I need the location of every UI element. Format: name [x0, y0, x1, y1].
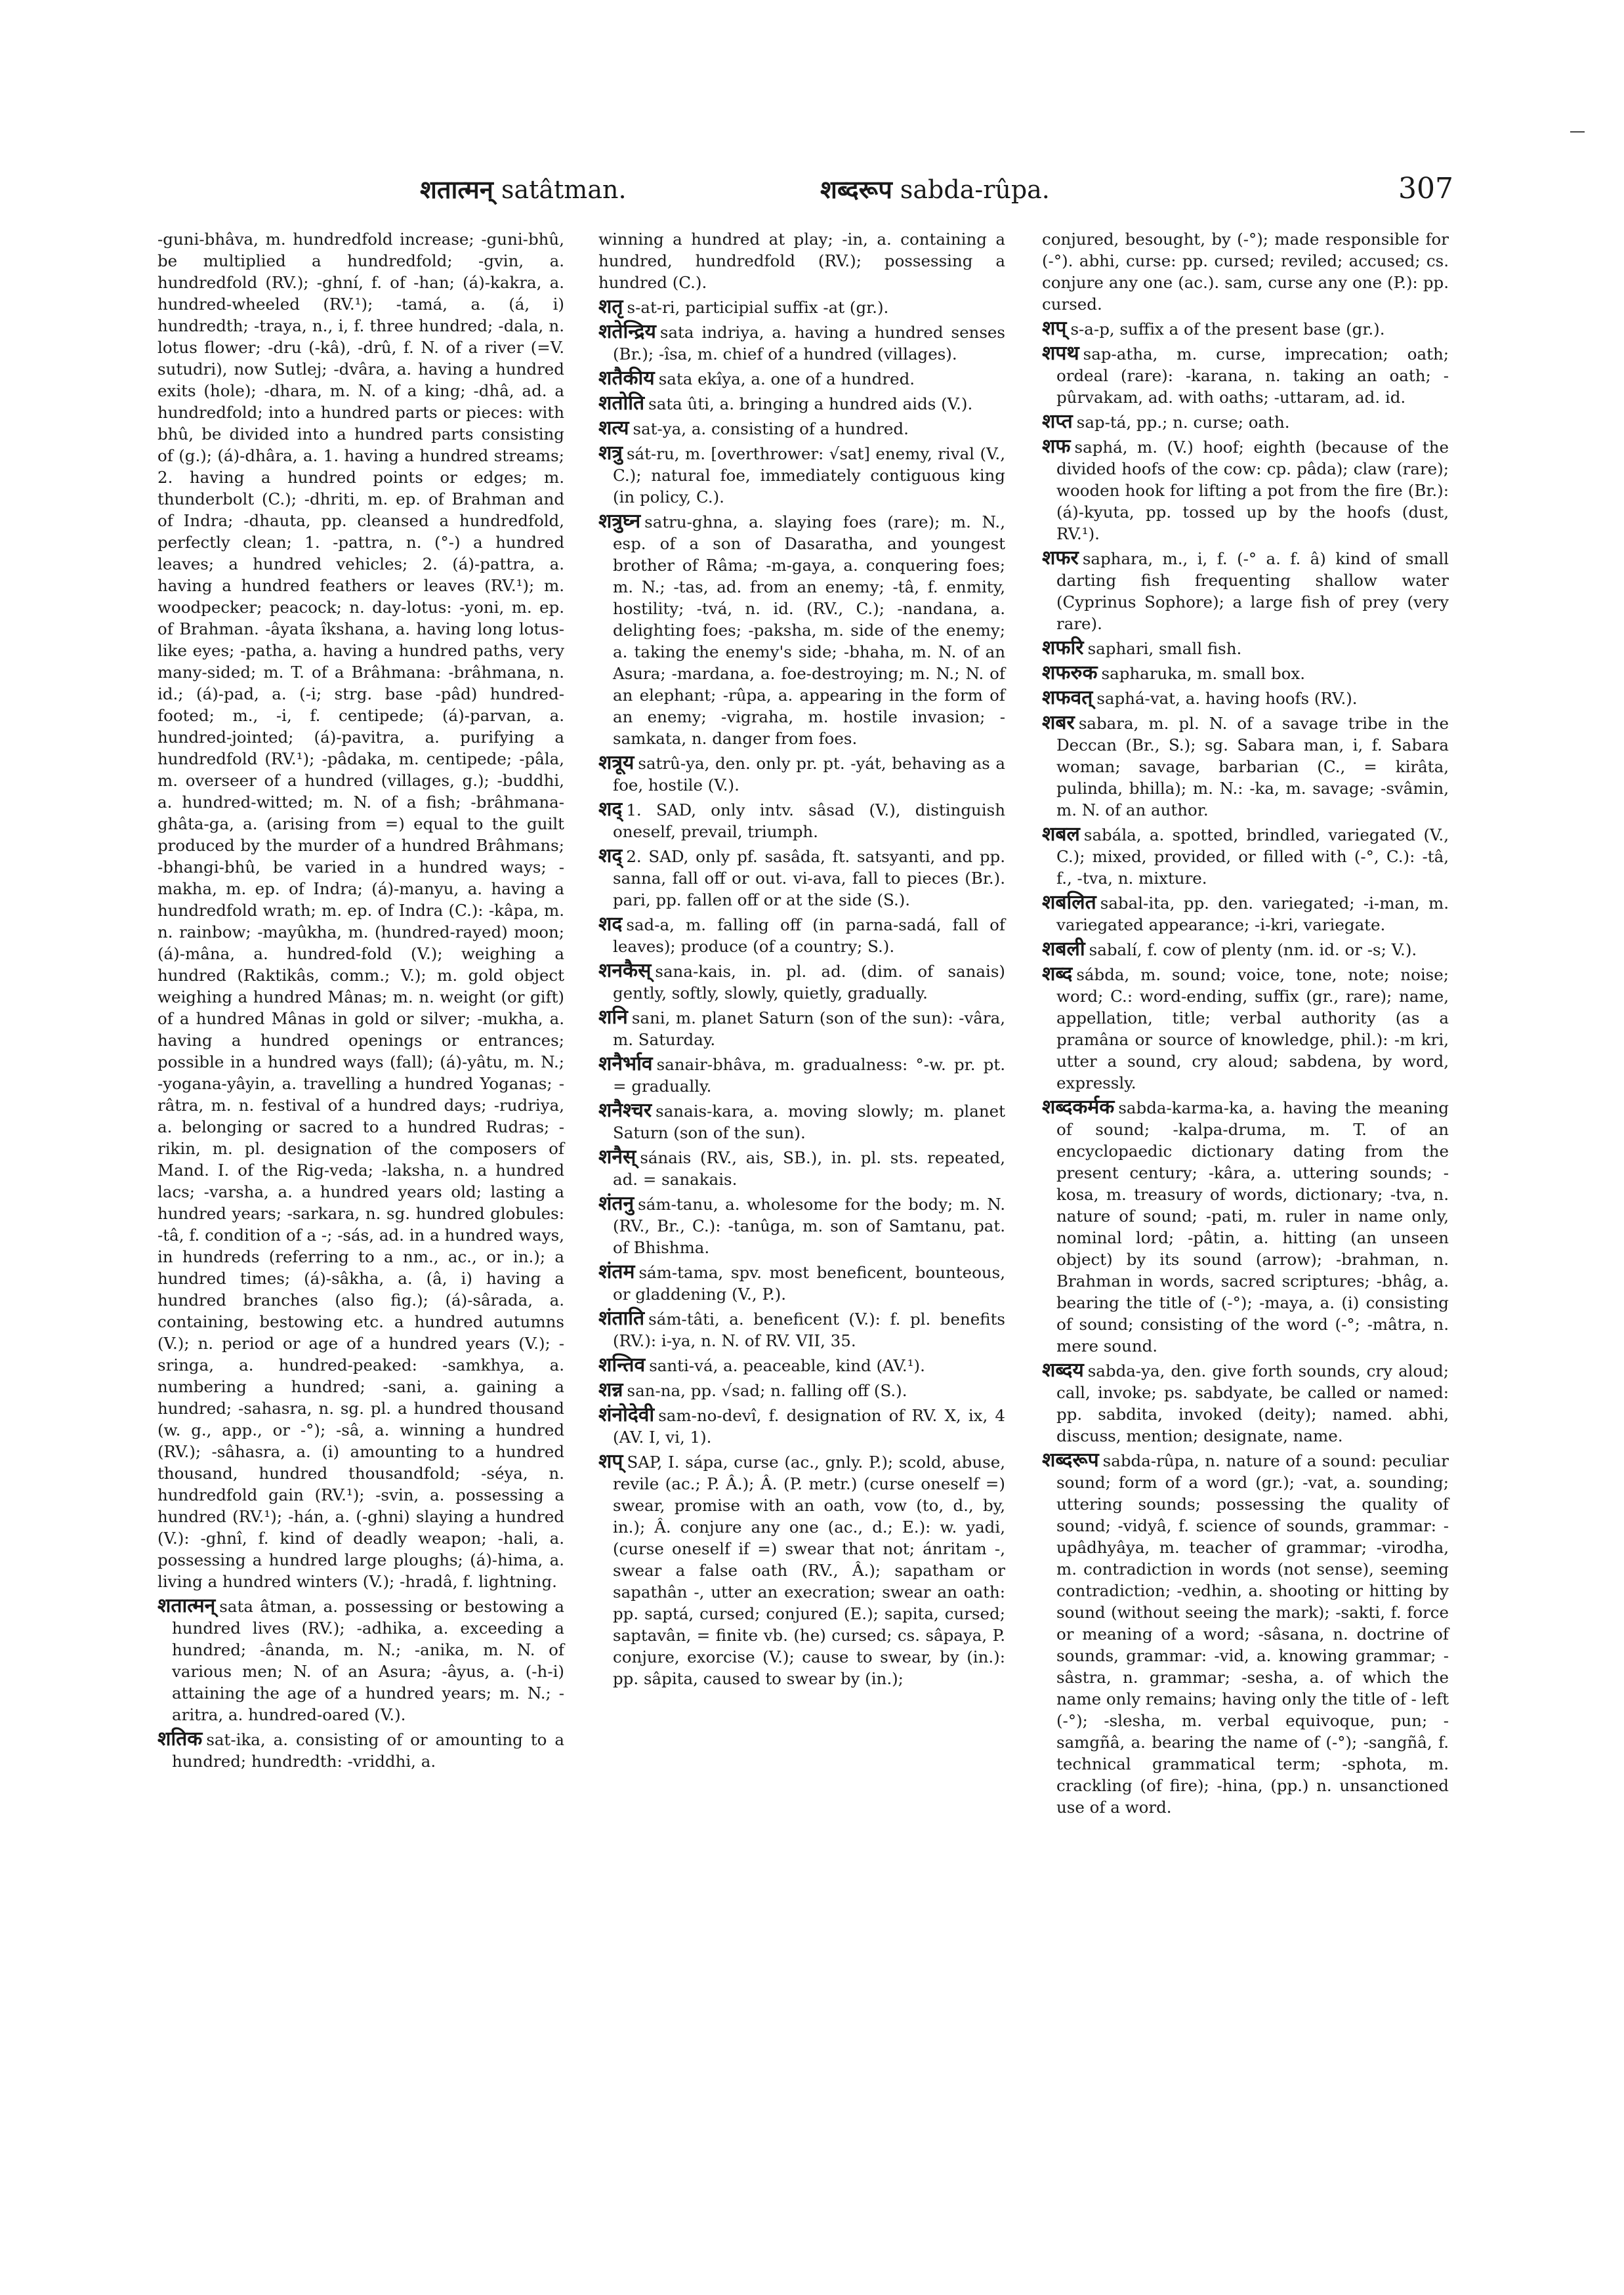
dictionary-entry	[598, 1354, 1005, 1376]
entry-headword-devanagari: शफवत्	[1042, 686, 1093, 709]
header-left-devanagari: शतात्मन्	[420, 175, 493, 204]
dictionary-entry	[598, 296, 1005, 318]
entry-text: -guni-bhâva, m. hundredfold increase; -guni-bhû, be multiplied a hundredfold; -gvin, a. hundredfold (RV.); -ghní, f. of -han; (á)-kakra, a. hundred-wheeled (RV.¹); -tamá, a. (á, i) hundredth; -traya, n., i, f. three hundred; -dala, n. lotus flower; -dru (-kâ), -drû, f. N. of a river (=V. sutudri), now Sutlej; -dvâra, a. having a hundred exits (hole); -dhara, m. N. of a king; -dhâ, ad. a hundredfold; into a hundred parts or pieces: with bhû, be divided into a hundred parts consisting of (g.); (á)-dhâra, a. 1. having a hundred streams; 2. having a hundred points or edges; m. thunderbolt (C.); -dhriti, m. ep. of Brahman and of Indra; -dhauta, pp. cleansed a hundredfold, perfectly clean; 1. -pattra, n. (°-) a hundred leaves; a hundred vehicles; 2. (á)-pattra, a. having a hundred feathers or leaves (RV.¹); m. woodpecker; peacock; n. day-lotus: -yoni, m. ep. of Brahman. -âyata îkshana, a. having long lotus-like eyes; -patha, a. having a hundred paths, very many-sided; m. T. of a Brâhmana: -brâhmana, n. id.; (á)-pad, a. (-i; strg. base -pâd) hundred-footed; m., -i, f. centipede; (á)-parvan, a. hundred-jointed; (á)-pavitra, a. purifying a hundredfold (RV.¹); -pâdaka, m. centipede; -pâla, m. overseer of a hundred (villages, g.); -buddhi, a. hundred-witted; m. N. of a fish; -brâhmana-ghâta-ga, a. (arising from =) equal to the guilt produced by the murder of a hundred Brâhmans; -bhangi-bhû, be varied in a hundred ways; -makha, m. ep. of Indra; (á)-manyu, a. having a hundredfold wrath; m. ep. of Indra (C.): -kâpa, m. n. rainbow; -mayûkha, m. (hundred-rayed) moon; (á)-mâna, a. hundred-fold (V.); weighing a hundred (Raktikâs, comm.; V.); m. gold object weighing a hundred Mânas; m. n. weight (or gift) of a hundred Mânas in gold or silver; -mukha, a. having a hundred openings or entrances; possible in a hundred ways (fall); (á)-yâtu, m. N.; -yogana-yâyin, a. travelling a hundred Yoganas; -râtra, m. n. festival of a hundred days; -rudriya, a. belonging or sacred to a hundred Rudras; -rikin, m. pl. designation of the composers of Mand. I. of the Rig-veda; -laksha, n. a hundred lacs; -varsha, a. a hundred years old; lasting a hundred years; -sarkara, n. sg. hundred globules: -tâ, f. condition of a -; -sás, ad. in a hundred ways, in hundreds (referring to a nm., ac., or in.); a hundred times; (á)-sâkha, a. (â, i) having a hundred branches (also fig.); (á)-sârada, a. containing, bestowing etc. a hundred autumns (V.); n. period or age of a hundred years (V.); -sringa, a. hundred-peaked: -samkhya, a. numbering a hundred; -sani, a. gaining a hundred; -sahasra, n. sg. pl. a hundred thousand (w. g., app., or -°); -sâ, a. winning a hundred (RV.); -sâhasra, a. (i) amounting to a hundred thousand, hundred thousandfold; -séya, n. hundredfold gain (RV.¹); -svin, a. possessing a hundred (RV.¹); -hán, a. (-ghni) slaying a hundred (V.): -ghnî, f. kind of deadly weapon; -hali, a. possessing a hundred large ploughs; (á)-hima, a. living a hundred winters (V.); -hradâ, f. lightning.	[157, 230, 564, 1591]
entry-text: san-na, pp. √sad; n. falling off (S.).	[627, 1381, 907, 1400]
entry-headword-devanagari: शब्दरूप	[1042, 1449, 1099, 1472]
dictionary-entry	[1042, 1096, 1449, 1357]
dictionary-entry	[598, 1308, 1005, 1352]
entry-headword-devanagari: शबलित	[1042, 891, 1096, 914]
entry-text: sap-tá, pp.; n. curse; oath.	[1076, 413, 1290, 432]
entry-text: sát-ru, m. [overthrower: √sat] enemy, rival (V., C.); natural foe, immediately contiguous king (in policy, C.).	[613, 444, 1005, 507]
entry-headword-devanagari: शद्	[598, 844, 623, 867]
dictionary-entry	[598, 845, 1005, 911]
dictionary-entry	[1042, 318, 1449, 340]
dictionary-entry	[1042, 342, 1449, 408]
dictionary-entry	[1042, 637, 1449, 659]
dictionary-entry	[598, 1006, 1005, 1050]
entry-text: conjured, besought, by (-°); made responsible for (-°). abhi, curse: pp. cursed; reviled; accused; cs. conjure any one (ac.). sam, curse any one (P.): pp. cursed.	[1042, 230, 1449, 314]
entry-headword-devanagari: शंताति	[598, 1307, 645, 1330]
dictionary-entry	[598, 1404, 1005, 1448]
running-header	[157, 172, 1453, 211]
entry-text: satrû-ya, den. only pr. pt. -yát, behaving as a foe, hostile (V.).	[613, 754, 1005, 795]
dictionary-entry	[1042, 1449, 1449, 1818]
dictionary-entry	[1042, 436, 1449, 545]
entry-text: sabara, m. pl. N. of a savage tribe in the Deccan (Br., S.); sg. Sabara man, i, f. Sabara woman; savage, barbarian (C., = kirâta, pulinda, bhilla); m. N.: -ka, m. savage; -svâmin, m. N. of an author.	[1056, 714, 1449, 819]
entry-headword-devanagari: शतृ	[598, 295, 623, 318]
entry-text: sabda-ya, den. give forth sounds, cry aloud; call, invoke; ps. sabdyate, be called or named: pp. sabdita, invoked (deity); named. abhi, discuss, mention; designate, name.	[1056, 1361, 1449, 1445]
entry-text: s-at-ri, participial suffix -at (gr.).	[627, 298, 889, 317]
dictionary-entry	[598, 1193, 1005, 1258]
entry-headword-devanagari: शद्	[598, 798, 623, 821]
entry-headword-devanagari: शत्रूय	[598, 751, 635, 774]
dictionary-entry	[598, 228, 1005, 293]
entry-text: sapharuka, m. small box.	[1101, 664, 1306, 683]
dictionary-entry	[598, 1451, 1005, 1689]
dictionary-entry	[598, 1379, 1005, 1401]
entry-text: saphari, small fish.	[1087, 639, 1242, 658]
dictionary-entry	[1042, 687, 1449, 709]
dictionary-entry	[598, 510, 1005, 749]
entry-text: sabda-karma-ka, a. having the meaning of sound; -kalpa-druma, m. T. of an encyclopaedic dictionary dating from the present century; -kâra, a. uttering sounds; -kosa, m. treasury of words, dictionary; -tva, n. nature of sound; -pati, m. ruler in name only, nominal lord; -pâtin, a. hitting (an unseen object) by its sound (arrow); -brahman, n. Brahman in words, sacred scriptures; -bhâg, a. bearing the title of (-°); -maya, a. (i) consisting of sound; consisting of the word (-°; -mâtra, n. mere sound.	[1056, 1098, 1449, 1355]
entry-text: sám-tanu, a. wholesome for the body; m. N. (RV., Br., C.): -tanûga, m. son of Samtanu, pat. of Bhishma.	[613, 1195, 1005, 1257]
dictionary-entry	[598, 913, 1005, 957]
dictionary-entry	[157, 228, 564, 1592]
entry-headword-devanagari: शबली	[1042, 938, 1085, 961]
entry-text: saphá-vat, a. having hoofs (RV.).	[1096, 689, 1358, 708]
entry-headword-devanagari: शनैस्	[598, 1146, 636, 1168]
dictionary-entry	[598, 392, 1005, 415]
dictionary-entry	[1042, 823, 1449, 889]
entry-headword-devanagari: शद	[598, 913, 623, 936]
dictionary-entry	[598, 1146, 1005, 1190]
header-left-latin: satâtman.	[501, 175, 627, 204]
entry-text: sani, m. planet Saturn (son of the sun): -vâra, m. Saturday.	[613, 1008, 1005, 1049]
entry-headword-devanagari: शनकैस्	[598, 959, 652, 982]
entry-text: sat-ika, a. consisting of or amounting to a hundred; hundredth: -vriddhi, a.	[172, 1730, 564, 1771]
dictionary-entry	[598, 798, 1005, 842]
entry-text: sabda-rûpa, n. nature of a sound: peculiar sound; form of a word (gr.); -vat, a. sounding; uttering sounds; possessing the quality of sound; -vidyâ, f. science of sounds, grammar: -upâdhyâya, m. teacher of grammar; -virodha, m. contradiction in words (not sense), seeming contradiction; -vedhin, a. shooting or hitting by sound (without seeing the mark); -sakti, f. force or meaning of a word; -sâsana, n. doctrine of sounds, grammar: -vid, a. knowing grammar; -sâstra, n. grammar; -sesha, a. of which the name only remains; having only the title of - left (-°); -slesha, m. verbal equivoque, pun; -samgñâ, a. bearing the name of (-°); -sangñâ, f. technical grammatical term; -sphota, m. crackling (of fire); -hina, (pp.) n. unsanctioned use of a word.	[1056, 1451, 1449, 1817]
entry-headword-devanagari: शंतनु	[598, 1192, 635, 1215]
entry-text: sad-a, m. falling off (in parna-sadá, fall of leaves); produce (of a country; S.).	[613, 915, 1005, 956]
entry-text: winning a hundred at play; -in, a. containing a hundred, hundredfold (RV.); possessing a hundred (C.).	[598, 230, 1005, 292]
entry-headword-devanagari: शब्दकर्मक	[1042, 1096, 1115, 1119]
entry-text: 2. SAD, only pf. sasâda, ft. satsyanti, and pp. sanna, fall off or out. vi-ava, fall to pieces (Br.). pari, pp. fallen off or at the side (S.).	[613, 847, 1005, 909]
entry-text: sám-tâti, a. beneficent (V.): f. pl. benefits (RV.): i-ya, n. N. of RV. VII, 35.	[613, 1310, 1005, 1350]
dictionary-entry	[598, 321, 1005, 365]
dictionary-entry	[1042, 963, 1449, 1094]
entry-text: saphá, m. (V.) hoof; eighth (because of the divided hoofs of the cow: cp. pâda); claw (rare); wooden hook for lifting a pot from the fire (Br.): (á)-kyuta, pp. tossed up by the hoofs (dust, RV.¹).	[1056, 438, 1449, 543]
entry-text: sat-ya, a. consisting of a hundred.	[633, 419, 909, 438]
dictionary-entry	[598, 960, 1005, 1004]
dictionary-entry	[598, 752, 1005, 796]
dictionary-entry	[1042, 547, 1449, 634]
dictionary-entry	[1042, 662, 1449, 684]
entry-headword-devanagari: शतोति	[598, 392, 645, 415]
entry-text: sabalí, f. cow of plenty (nm. id. or -s; V.).	[1089, 940, 1417, 959]
entry-text: sabal-ita, pp. den. variegated; -i-man, m. variegated appearance; -i-kri, variegate.	[1056, 894, 1449, 934]
entry-text: 1. SAD, only intv. sâsad (V.), distinguish oneself, prevail, triumph.	[613, 800, 1005, 841]
corner-mark	[1570, 131, 1585, 133]
entry-headword-devanagari: शप्त	[1042, 410, 1073, 433]
entry-headword-devanagari: शन्तिव	[598, 1354, 646, 1376]
entry-text: saphara, m., i, f. (-° a. f. â) kind of small darting fish frequenting shallow water (Cyprinus Sophore); a large fish of prey (very rare).	[1056, 549, 1449, 633]
entry-text: SAP, I. sápa, curse (ac., gnly. P.); scold, abuse, revile (ac.; P. Â.); Â. (P. metr.) (curse oneself =) swear, promise with an oath, vow (to, d., by, in.); Â. conjure any one (ac., d.; E.): w. yadi, (curse oneself if =) swear that not; ánritam -, swear a false oath (RV., Â.); sapatham or sapathân -, utter an execration; swear an oath: pp. saptá, cursed; conjured (E.); sapita, cursed; saptavân, = finite vb. (he) cursed; cs. sâpaya, P. conjure, exorcise (V.); cause to swear, by (in.): pp. sâpita, caused to swear by (in.);	[613, 1453, 1005, 1688]
dictionary-entry	[157, 1595, 564, 1726]
entry-headword-devanagari: शफर	[1042, 547, 1079, 569]
dictionary-entry	[1042, 938, 1449, 961]
column-2	[598, 228, 1005, 1692]
dictionary-entry	[598, 367, 1005, 390]
entry-headword-devanagari: शतेन्द्रिय	[598, 320, 656, 343]
column-3	[1042, 228, 1449, 1821]
entry-headword-devanagari: शपथ	[1042, 342, 1079, 365]
entry-text: sábda, m. sound; voice, tone, note; noise; word; C.: word-ending, suffix (gr., rare); name, appellation, title; verbal authority (as a pramâna or source of knowledge, phil.): -m kri, utter a sound, cry aloud; sabdena, by word, expressly.	[1056, 965, 1449, 1092]
header-center	[820, 172, 1050, 206]
entry-headword-devanagari: शतात्मन्	[157, 1594, 216, 1617]
header-center-devanagari: शब्दरूप	[820, 175, 892, 204]
dictionary-entry	[1042, 892, 1449, 936]
entry-headword-devanagari: शफरि	[1042, 636, 1084, 659]
entry-headword-devanagari: शब्द	[1042, 962, 1073, 985]
dictionary-entry	[1042, 228, 1449, 315]
header-center-latin: sabda-rûpa.	[900, 175, 1050, 204]
dictionary-entry	[598, 1053, 1005, 1097]
entry-headword-devanagari: शबल	[1042, 823, 1080, 846]
entry-text: sánais (RV., ais, SB.), in. pl. sts. repeated, ad. = sanakais.	[613, 1148, 1005, 1189]
dictionary-entry	[157, 1728, 564, 1772]
entry-headword-devanagari: शबर	[1042, 711, 1075, 734]
dictionary-entry	[1042, 712, 1449, 821]
dictionary-entry	[1042, 1359, 1449, 1447]
entry-headword-devanagari: शफरुक	[1042, 661, 1098, 684]
dictionary-entry	[598, 1100, 1005, 1144]
entry-headword-devanagari: शंतम	[598, 1260, 635, 1283]
entry-headword-devanagari: शफ	[1042, 435, 1071, 458]
dictionary-entry	[598, 1261, 1005, 1305]
entry-headword-devanagari: शत्रु	[598, 442, 623, 465]
entry-text: sana-kais, in. pl. ad. (dim. of sanais) gently, softly, slowly, quietly, gradually.	[613, 962, 1005, 1003]
entry-headword-devanagari: शनैर्भाव	[598, 1052, 653, 1075]
entry-text: sanais-kara, a. moving slowly; m. planet Saturn (son of the sun).	[613, 1102, 1005, 1142]
page-number: 307	[1398, 172, 1453, 205]
entry-text: sap-atha, m. curse, imprecation; oath; ordeal (rare): -karana, n. taking an oath; -pûrvakam, ad. with oaths; -uttaram, ad. id.	[1056, 344, 1449, 407]
entry-headword-devanagari: शप्	[1042, 317, 1067, 340]
header-left	[420, 172, 627, 206]
entry-text: sata ûti, a. bringing a hundred aids (V.).	[648, 394, 973, 413]
entry-text: sata âtman, a. possessing or bestowing a hundred lives (RV.); -adhika, a. exceeding a hundred; -ânanda, m. N.; -anika, m. N. of various men; N. of an Asura; -âyus, a. (-h-i) attaining the age of a hundred years; m. N.; -aritra, a. hundred-oared (V.).	[172, 1597, 564, 1724]
dictionary-entry	[598, 442, 1005, 508]
entry-headword-devanagari: शप्	[598, 1450, 623, 1473]
entry-headword-devanagari: शत्रुघ्न	[598, 510, 641, 533]
entry-text: sam-no-devî, f. designation of RV. X, ix, 4 (AV. I, vi, 1).	[613, 1406, 1005, 1447]
entry-headword-devanagari: शन्न	[598, 1378, 623, 1401]
entry-headword-devanagari: शनि	[598, 1006, 628, 1029]
entry-headword-devanagari: शनैश्चर	[598, 1099, 652, 1122]
entry-headword-devanagari: शतैकीय	[598, 367, 655, 390]
entry-text: sata ekîya, a. one of a hundred.	[658, 369, 915, 388]
entry-text: sám-tama, spv. most beneficent, bounteous, or gladdening (V., P.).	[613, 1263, 1005, 1304]
dictionary-entry	[1042, 411, 1449, 433]
entry-headword-devanagari: शब्दय	[1042, 1359, 1084, 1382]
entry-text: s-a-p, suffix a of the present base (gr.).	[1070, 320, 1385, 339]
entry-text: santi-vá, a. peaceable, kind (AV.¹).	[649, 1356, 925, 1375]
entry-headword-devanagari: शतिक	[157, 1727, 203, 1750]
column-1	[157, 228, 564, 1775]
entry-text: sata indriya, a. having a hundred senses (Br.); -îsa, m. chief of a hundred (villages).	[613, 323, 1005, 363]
entry-text: sanair-bhâva, m. gradualness: °-w. pr. pt. = gradually.	[613, 1055, 1005, 1096]
entry-text: sabála, a. spotted, brindled, variegated (V., C.); mixed, provided, or filled with (-°, C.): -tâ, f., -tva, n. mixture.	[1056, 825, 1449, 888]
entry-text: satru-ghna, a. slaying foes (rare); m. N., esp. of a son of Dasaratha, and youngest brother of Râma; -m-gaya, a. conquering foes; m. N.; -tas, ad. from an enemy; -tâ, f. enmity, hostility; -tvá, n. id. (RV., C.); -nandana, a. delighting foes; -paksha, m. side of the enemy; a. taking the enemy's side; -bhaha, m. N. of an Asura; -mardana, a. foe-destroying; m. N.; N. of an elephant; -rûpa, a. appearing in the form of an enemy; -vigraha, m. hostile invasion; -samkata, n. danger from foes.	[613, 512, 1005, 748]
entry-headword-devanagari: शत्य	[598, 417, 629, 440]
dictionary-entry	[598, 417, 1005, 440]
entry-headword-devanagari: शंनोदेवी	[598, 1403, 655, 1426]
